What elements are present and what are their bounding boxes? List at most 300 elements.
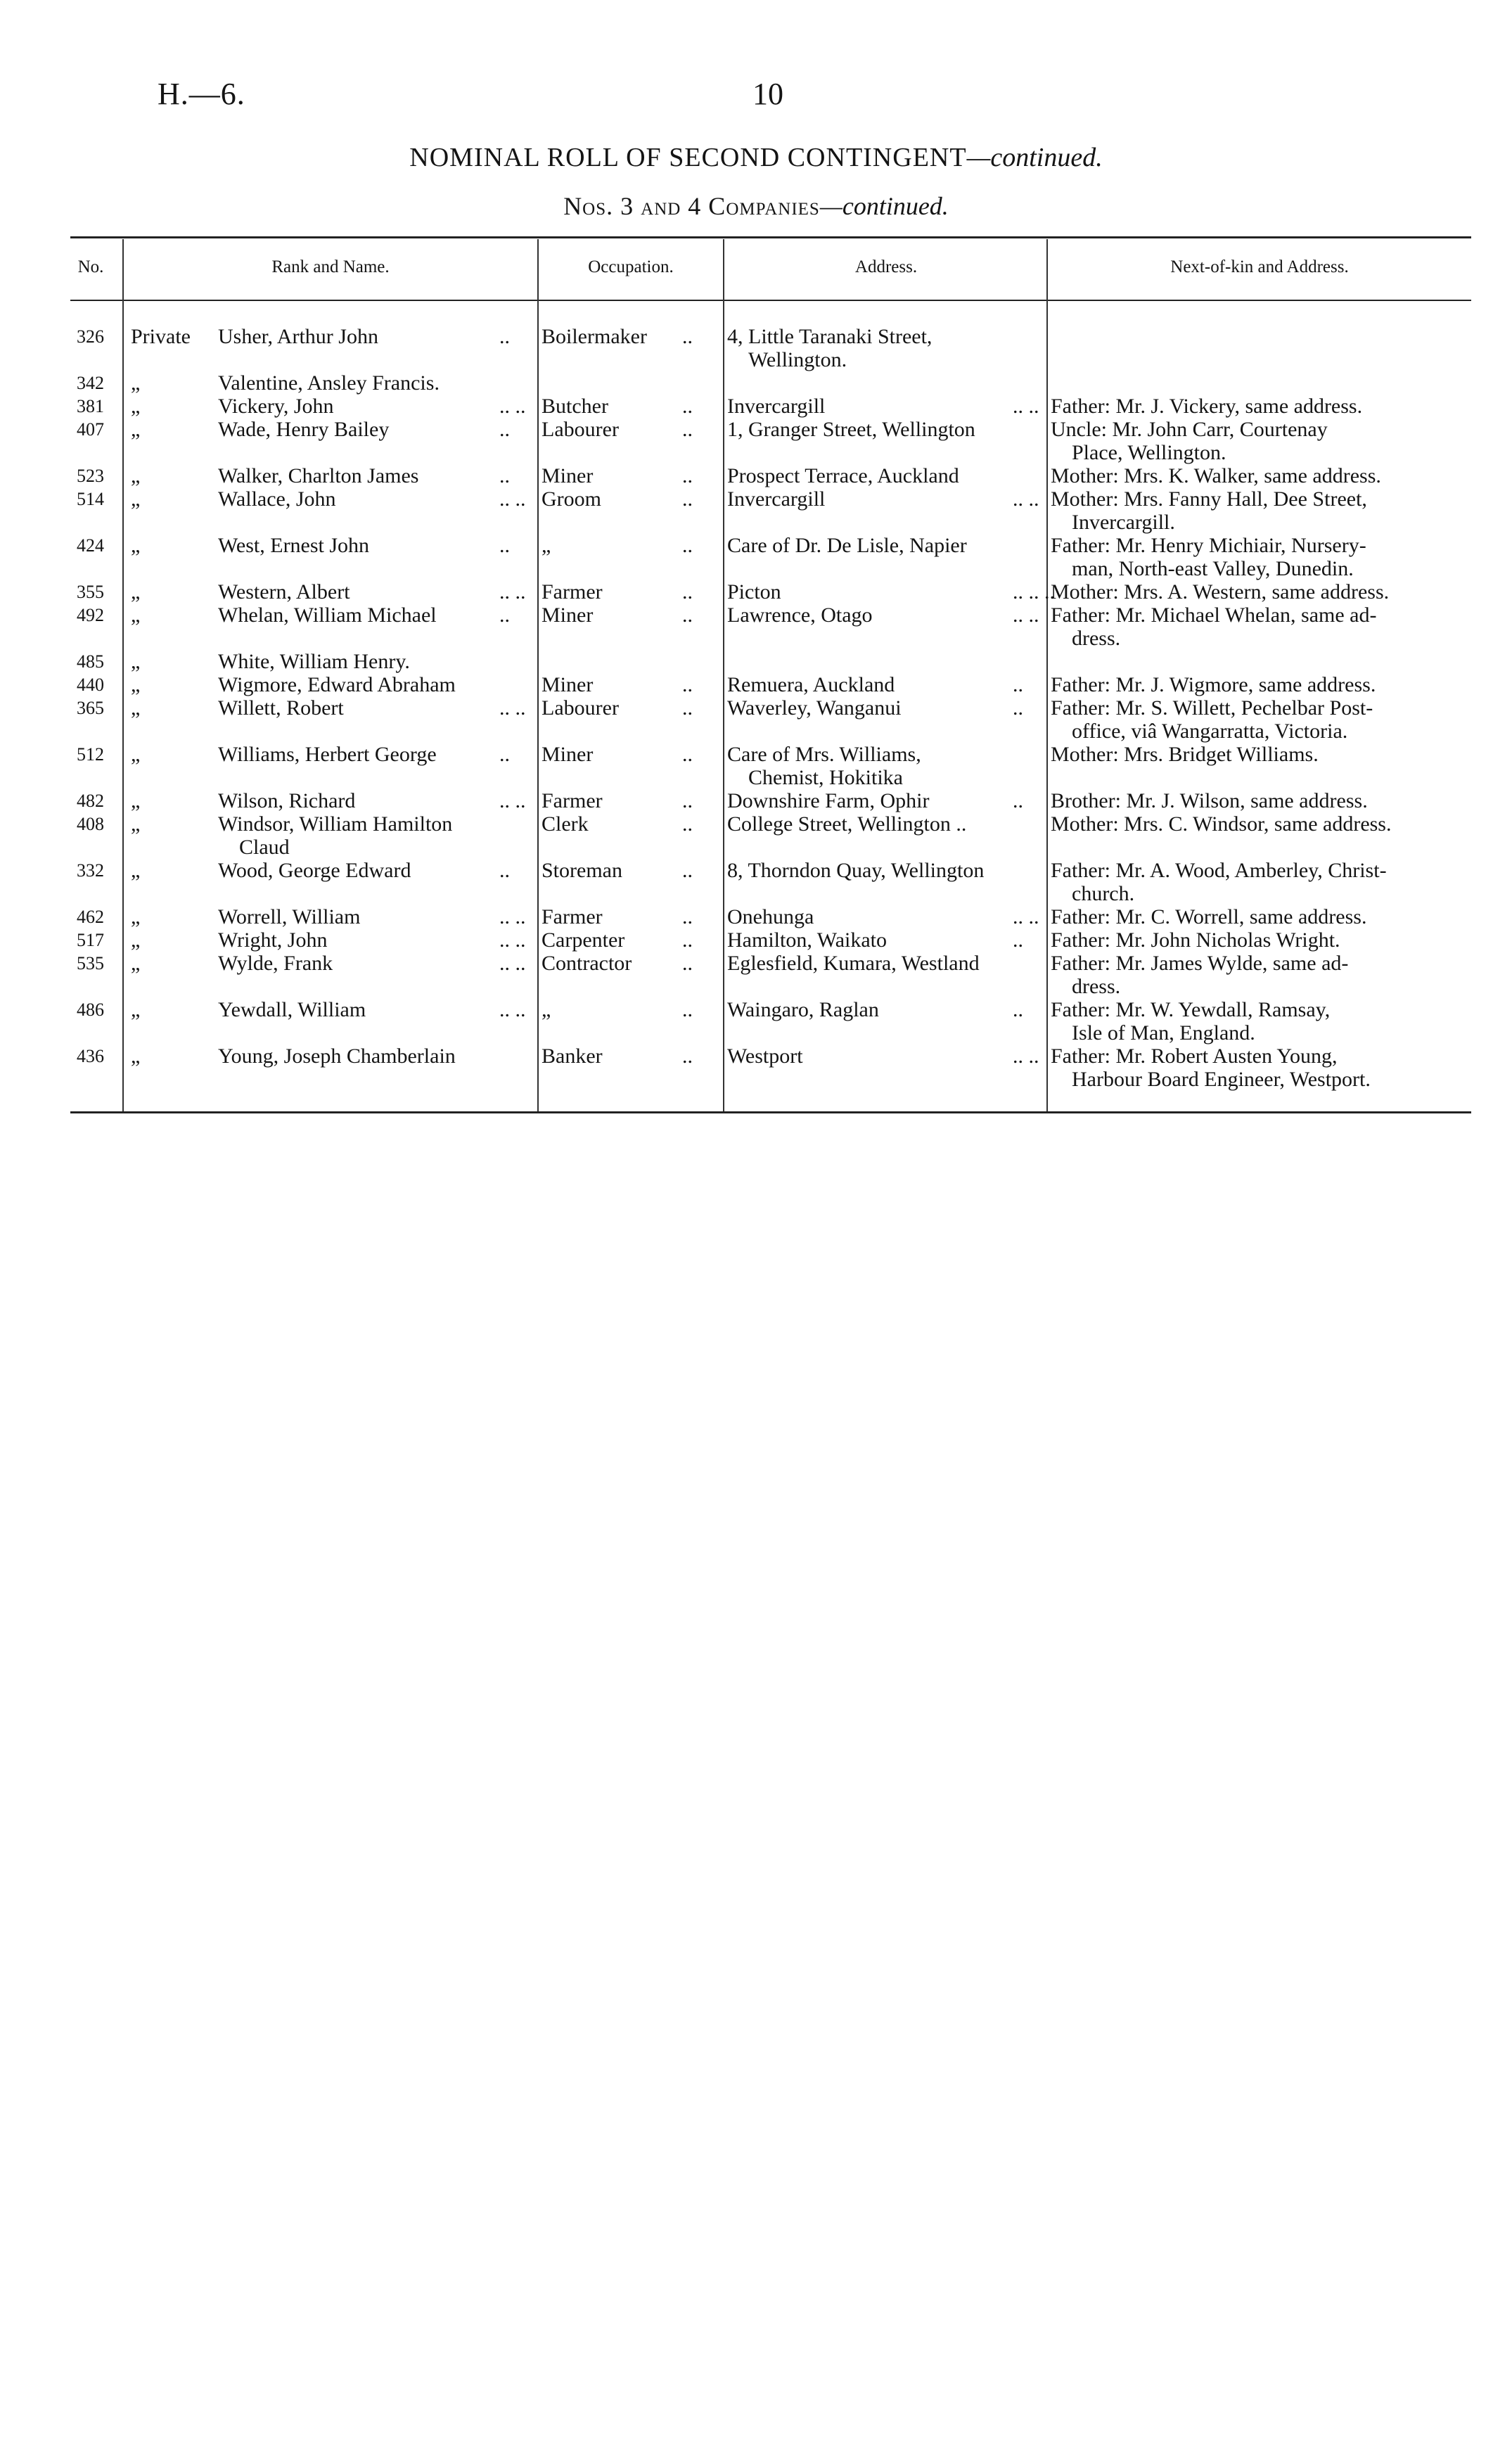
- table-row: [0, 696, 1512, 743]
- row-name-line: Walker, Charlton James: [218, 464, 419, 487]
- page-subtitle: [0, 191, 1512, 221]
- row-rank: [131, 812, 140, 836]
- leader-dots-line: .. ..: [499, 998, 526, 1021]
- row-address: [727, 998, 1037, 1021]
- leader-dots: [1013, 998, 1023, 1021]
- row-rank: [131, 673, 140, 696]
- row-name: [218, 395, 520, 418]
- table-row: [0, 812, 1512, 859]
- row-address-line: Waverley, Wanganui: [727, 696, 902, 720]
- column-header-rank-name: Rank and Name.: [271, 257, 390, 276]
- leader-dots: [499, 534, 510, 557]
- row-next-of-kin: [1051, 603, 1473, 650]
- row-name: [218, 464, 520, 487]
- row-name: [218, 928, 520, 952]
- row-next-of-kin: [1051, 395, 1473, 418]
- row-number: [70, 464, 104, 487]
- column-header-no: No.: [77, 257, 104, 276]
- row-rank-line: „: [131, 696, 141, 720]
- table-row: [0, 418, 1512, 464]
- row-name: [218, 789, 520, 812]
- row-name-line: Wade, Henry Bailey: [218, 418, 390, 441]
- row-rank-line: „: [131, 812, 141, 836]
- row-rank: [131, 325, 191, 348]
- row-next-of-kin-line: Mother: Mrs. Bridget Williams.: [1051, 743, 1319, 766]
- leader-dots: [1013, 1045, 1039, 1068]
- row-number: [70, 812, 104, 836]
- row-address-line: Lawrence, Otago: [727, 603, 873, 627]
- row-name: [218, 998, 520, 1021]
- row-number-line: 485: [77, 651, 104, 672]
- row-address-line: Invercargill: [727, 395, 826, 418]
- leader-dots-line: ..: [682, 928, 693, 952]
- row-next-of-kin-continuation: man, North-east Valley, Dunedin.: [1072, 557, 1354, 580]
- row-number-line: 486: [77, 999, 104, 1020]
- leader-dots: [499, 789, 526, 812]
- row-rank: [131, 534, 140, 557]
- row-next-of-kin-line: Father: Mr. J. Wigmore, same address.: [1051, 673, 1376, 696]
- leader-dots-line: ..: [682, 789, 693, 812]
- leader-dots-line: ..: [682, 418, 693, 441]
- column-header-occupation: Occupation.: [588, 257, 674, 276]
- leader-dots-line: .. .. ..: [1013, 580, 1055, 603]
- row-rank-line: „: [131, 371, 141, 395]
- table-row: [0, 603, 1512, 650]
- row-number: [70, 418, 104, 441]
- row-next-of-kin-continuation: Invercargill.: [1072, 511, 1175, 534]
- leader-dots: [682, 418, 693, 441]
- row-next-of-kin-line: Father: Mr. Henry Michiair, Nursery-: [1051, 534, 1366, 557]
- row-name-line: Yewdall, William: [218, 998, 366, 1021]
- row-number-line: 440: [77, 675, 104, 695]
- row-rank: [131, 789, 140, 812]
- title-main: NOMINAL ROLL OF SECOND CONTINGENT: [409, 143, 967, 172]
- row-occupation-line: Miner: [542, 743, 594, 766]
- leader-dots: [499, 998, 526, 1021]
- row-name: [218, 859, 520, 882]
- row-occupation: [542, 534, 551, 557]
- column-header-address: Address.: [854, 257, 918, 276]
- row-address-line: Eglesfield, Kumara, Westland: [727, 952, 980, 975]
- leader-dots-line: ..: [1013, 928, 1023, 952]
- row-name: [218, 1045, 520, 1068]
- row-address: [727, 487, 1037, 511]
- row-occupation-line: Groom: [542, 487, 601, 511]
- row-next-of-kin-continuation: Isle of Man, England.: [1072, 1021, 1255, 1045]
- row-rank: [131, 859, 140, 882]
- row-occupation: [542, 418, 619, 441]
- row-address: [727, 743, 1037, 789]
- row-rank-line: „: [131, 650, 141, 673]
- leader-dots-line: ..: [499, 325, 510, 348]
- leader-dots-line: ..: [682, 743, 693, 766]
- leader-dots-line: ..: [1013, 673, 1023, 696]
- row-name-line: Wright, John: [218, 928, 328, 952]
- row-name-line: West, Ernest John: [218, 534, 370, 557]
- row-rank-line: „: [131, 487, 141, 511]
- row-address: [727, 673, 1037, 696]
- row-name: [218, 418, 520, 441]
- row-rank: [131, 395, 140, 418]
- row-name: [218, 696, 520, 720]
- leader-dots: [682, 952, 693, 975]
- row-name-line: Williams, Herbert George: [218, 743, 437, 766]
- page-number: 10: [752, 77, 783, 111]
- leader-dots: [682, 998, 693, 1021]
- row-next-of-kin-continuation: Place, Wellington.: [1072, 441, 1226, 464]
- leader-dots-line: .. ..: [499, 905, 526, 928]
- row-occupation: [542, 789, 603, 812]
- row-occupation: [542, 696, 619, 720]
- leader-dots: [682, 859, 693, 882]
- row-name-line: Wylde, Frank: [218, 952, 333, 975]
- column-header-next-of-kin: Next-of-kin and Address.: [1170, 257, 1349, 276]
- leader-dots: [499, 603, 510, 627]
- page-title: [0, 142, 1512, 173]
- row-address: [727, 534, 1037, 557]
- row-next-of-kin-line: Father: Mr. J. Vickery, same address.: [1051, 395, 1363, 418]
- row-next-of-kin: [1051, 789, 1473, 812]
- row-name-line: Valentine, Ansley Francis.: [218, 371, 440, 395]
- row-occupation-line: Farmer: [542, 905, 603, 928]
- row-name-line: Usher, Arthur John: [218, 325, 378, 348]
- row-name-line: Windsor, William Hamilton: [218, 812, 453, 836]
- row-name-line: Wigmore, Edward Abraham: [218, 673, 456, 696]
- row-occupation-line: Farmer: [542, 789, 603, 812]
- row-occupation: [542, 487, 601, 511]
- row-number-line: 492: [77, 605, 104, 625]
- table-row: [0, 1045, 1512, 1091]
- row-number: [70, 325, 104, 348]
- row-address: [727, 418, 1037, 441]
- row-address-line: 8, Thorndon Quay, Wellington: [727, 859, 985, 882]
- leader-dots: [682, 789, 693, 812]
- row-next-of-kin: [1051, 487, 1473, 534]
- row-number: [70, 395, 104, 418]
- row-occupation-line: Clerk: [542, 812, 589, 836]
- row-number-line: 408: [77, 814, 104, 834]
- row-name-line: Vickery, John: [218, 395, 334, 418]
- table-row: [0, 743, 1512, 789]
- leader-dots-line: ..: [682, 905, 693, 928]
- row-address: [727, 952, 1037, 975]
- row-next-of-kin-line: Father: Mr. Michael Whelan, same ad-: [1051, 603, 1377, 627]
- row-occupation-line: Storeman: [542, 859, 622, 882]
- row-address: [727, 1045, 1037, 1068]
- leader-dots: [682, 325, 693, 348]
- row-number-line: 535: [77, 953, 104, 973]
- row-rank: [131, 696, 140, 720]
- leader-dots: [1013, 395, 1039, 418]
- row-number: [70, 789, 104, 812]
- row-rank: [131, 603, 140, 627]
- row-address-line: Care of Mrs. Williams,: [727, 743, 921, 766]
- leader-dots: [499, 743, 510, 766]
- row-occupation-line: Banker: [542, 1045, 603, 1068]
- row-rank-line: „: [131, 952, 141, 975]
- leader-dots-line: .. ..: [499, 789, 526, 812]
- row-name-line: Willett, Robert: [218, 696, 344, 720]
- leader-dots: [499, 696, 526, 720]
- leader-dots-line: .. ..: [499, 395, 526, 418]
- row-rank-line: „: [131, 418, 141, 441]
- row-address-line: Hamilton, Waikato: [727, 928, 887, 952]
- row-number-line: 436: [77, 1046, 104, 1066]
- row-name-line: Wood, George Edward: [218, 859, 411, 882]
- row-occupation-line: Farmer: [542, 580, 603, 603]
- leader-dots: [1013, 603, 1039, 627]
- row-next-of-kin-line: Father: Mr. W. Yewdall, Ramsay,: [1051, 998, 1331, 1021]
- row-address-line: Picton: [727, 580, 781, 603]
- row-number: [70, 952, 104, 975]
- row-address-line: 1, Granger Street, Wellington: [727, 418, 975, 441]
- row-rank: [131, 743, 140, 766]
- leader-dots: [499, 928, 526, 952]
- row-next-of-kin-line: Father: Mr. C. Worrell, same address.: [1051, 905, 1367, 928]
- row-number-line: 326: [77, 326, 104, 347]
- row-address: [727, 789, 1037, 812]
- row-number-line: 462: [77, 907, 104, 927]
- row-occupation-line: Labourer: [542, 696, 619, 720]
- leader-dots: [1013, 580, 1055, 603]
- row-rank: [131, 998, 140, 1021]
- row-number: [70, 743, 104, 766]
- row-next-of-kin-line: Father: Mr. Robert Austen Young,: [1051, 1045, 1338, 1068]
- row-number: [70, 998, 104, 1021]
- row-name: [218, 952, 520, 975]
- row-address: [727, 464, 1037, 487]
- row-address-line: Invercargill: [727, 487, 826, 511]
- leader-dots-line: ..: [499, 418, 510, 441]
- leader-dots-line: ..: [682, 673, 693, 696]
- row-address-line: Prospect Terrace, Auckland: [727, 464, 959, 487]
- row-number-line: 332: [77, 860, 104, 881]
- row-next-of-kin-line: Father: Mr. John Nicholas Wright.: [1051, 928, 1340, 952]
- leader-dots-line: .. ..: [499, 696, 526, 720]
- leader-dots-line: ..: [682, 487, 693, 511]
- leader-dots-line: ..: [1013, 998, 1023, 1021]
- leader-dots: [499, 395, 526, 418]
- row-next-of-kin: [1051, 928, 1473, 952]
- row-rank-line: „: [131, 859, 141, 882]
- leader-dots: [682, 696, 693, 720]
- leader-dots-line: ..: [682, 812, 693, 836]
- row-occupation: [542, 464, 593, 487]
- row-number: [70, 487, 104, 511]
- row-rank-line: „: [131, 998, 141, 1021]
- row-next-of-kin: [1051, 1045, 1473, 1091]
- row-name: [218, 673, 520, 696]
- row-number: [70, 603, 104, 627]
- row-name: [218, 580, 520, 603]
- row-next-of-kin-line: Mother: Mrs. C. Windsor, same address.: [1051, 812, 1392, 836]
- leader-dots: [499, 580, 526, 603]
- leader-dots-line: ..: [682, 998, 693, 1021]
- row-rank: [131, 464, 140, 487]
- row-address-line: Westport: [727, 1045, 803, 1068]
- leader-dots: [682, 603, 693, 627]
- leader-dots-line: ..: [682, 395, 693, 418]
- row-address: [727, 395, 1037, 418]
- row-address-line: Care of Dr. De Lisle, Napier: [727, 534, 967, 557]
- leader-dots-line: ..: [682, 464, 693, 487]
- row-rank: [131, 580, 140, 603]
- row-name: [218, 325, 520, 348]
- leader-dots: [682, 812, 693, 836]
- leader-dots-line: ..: [682, 696, 693, 720]
- leader-dots: [499, 859, 510, 882]
- row-number-line: 482: [77, 791, 104, 811]
- leader-dots-line: ..: [1013, 789, 1023, 812]
- row-occupation: [542, 952, 632, 975]
- row-rank-line: „: [131, 743, 141, 766]
- row-next-of-kin-continuation: Harbour Board Engineer, Westport.: [1072, 1068, 1371, 1091]
- row-address-continuation: Wellington.: [748, 348, 847, 371]
- row-next-of-kin-line: Mother: Mrs. K. Walker, same address.: [1051, 464, 1381, 487]
- leader-dots: [682, 743, 693, 766]
- row-address-continuation: Chemist, Hokitika: [748, 766, 903, 789]
- leader-dots: [1013, 696, 1023, 720]
- leader-dots-line: ..: [682, 534, 693, 557]
- row-address-line: Onehunga: [727, 905, 814, 928]
- table-row: [0, 487, 1512, 534]
- row-occupation: [542, 603, 593, 627]
- row-number: [70, 905, 104, 928]
- row-name-continuation: Claud: [239, 836, 290, 859]
- row-number-line: 365: [77, 698, 104, 718]
- leader-dots: [1013, 487, 1039, 511]
- row-next-of-kin-continuation: office, viâ Wangarratta, Victoria.: [1072, 720, 1348, 743]
- leader-dots: [499, 464, 510, 487]
- row-name: [218, 650, 520, 673]
- leader-dots-line: ..: [682, 952, 693, 975]
- row-occupation-line: Miner: [542, 673, 594, 696]
- row-rank-line: „: [131, 580, 141, 603]
- row-occupation-line: Butcher: [542, 395, 608, 418]
- row-occupation-line: Labourer: [542, 418, 619, 441]
- leader-dots-line: .. ..: [499, 952, 526, 975]
- row-number: [70, 928, 104, 952]
- row-rank-line: „: [131, 928, 141, 952]
- row-address: [727, 859, 1037, 882]
- row-name: [218, 743, 520, 766]
- page-reference: H.—6.: [158, 77, 245, 111]
- row-rank-line: Private: [131, 325, 191, 348]
- row-occupation-line: Carpenter: [542, 928, 625, 952]
- subtitle-continued: —continued.: [819, 192, 949, 220]
- leader-dots-line: ..: [499, 464, 510, 487]
- row-name-line: White, William Henry.: [218, 650, 410, 673]
- row-next-of-kin-line: Mother: Mrs. A. Western, same address.: [1051, 580, 1390, 603]
- row-occupation: [542, 905, 603, 928]
- row-next-of-kin-line: Father: Mr. A. Wood, Amberley, Christ-: [1051, 859, 1387, 882]
- row-next-of-kin: [1051, 905, 1473, 928]
- leader-dots: [682, 395, 693, 418]
- row-next-of-kin-continuation: dress.: [1072, 975, 1121, 998]
- leader-dots: [682, 905, 693, 928]
- row-occupation-line: Miner: [542, 603, 594, 627]
- row-number: [70, 696, 104, 720]
- leader-dots: [682, 1045, 693, 1068]
- table-row: [0, 998, 1512, 1045]
- row-address-line: Waingaro, Raglan: [727, 998, 879, 1021]
- row-number-line: 342: [77, 373, 104, 393]
- leader-dots-line: ..: [499, 859, 510, 882]
- row-name-line: Wilson, Richard: [218, 789, 356, 812]
- row-next-of-kin: [1051, 952, 1473, 998]
- row-rank-line: „: [131, 395, 141, 418]
- row-name-line: Young, Joseph Chamberlain: [218, 1045, 456, 1068]
- row-rank-line: „: [131, 464, 141, 487]
- row-name: [218, 534, 520, 557]
- leader-dots: [682, 464, 693, 487]
- row-number: [70, 371, 104, 395]
- row-rank-line: „: [131, 673, 141, 696]
- row-rank: [131, 905, 140, 928]
- leader-dots-line: .. ..: [1013, 395, 1039, 418]
- leader-dots-line: ..: [499, 534, 510, 557]
- row-number-line: 381: [77, 396, 104, 416]
- leader-dots: [499, 325, 510, 348]
- row-next-of-kin: [1051, 464, 1473, 487]
- row-number-line: 514: [77, 489, 104, 509]
- row-number: [70, 1045, 104, 1068]
- row-address-line: Remuera, Auckland: [727, 673, 895, 696]
- row-next-of-kin: [1051, 743, 1473, 766]
- row-rank-line: „: [131, 1045, 141, 1068]
- leader-dots-line: .. ..: [499, 580, 526, 603]
- leader-dots-line: .. ..: [1013, 603, 1039, 627]
- row-address-line: College Street, Wellington ..: [727, 812, 967, 836]
- leader-dots-line: .. ..: [1013, 905, 1039, 928]
- leader-dots: [682, 673, 693, 696]
- row-number: [70, 534, 104, 557]
- row-number: [70, 673, 104, 696]
- row-address-line: 4, Little Taranaki Street,: [727, 325, 933, 348]
- row-next-of-kin: [1051, 812, 1473, 836]
- row-next-of-kin-line: Brother: Mr. J. Wilson, same address.: [1051, 789, 1368, 812]
- table-bottom-rule: [70, 1111, 1471, 1113]
- leader-dots-line: ..: [682, 580, 693, 603]
- row-occupation: [542, 812, 589, 836]
- row-address: [727, 812, 1037, 836]
- table-row: [0, 859, 1512, 905]
- row-rank: [131, 371, 140, 395]
- row-occupation: [542, 1045, 603, 1068]
- row-name-line: Whelan, William Michael: [218, 603, 437, 627]
- row-next-of-kin-line: Father: Mr. James Wylde, same ad-: [1051, 952, 1349, 975]
- row-number-line: 517: [77, 930, 104, 950]
- row-rank: [131, 487, 140, 511]
- row-address: [727, 905, 1037, 928]
- row-occupation: [542, 928, 624, 952]
- row-rank: [131, 1045, 140, 1068]
- leader-dots: [682, 928, 693, 952]
- row-name: [218, 487, 520, 511]
- subtitle-main: Nos. 3 and 4 Companies: [563, 192, 820, 220]
- row-next-of-kin: [1051, 580, 1473, 603]
- row-occupation-line: Miner: [542, 464, 594, 487]
- row-next-of-kin: [1051, 696, 1473, 743]
- leader-dots-line: ..: [499, 603, 510, 627]
- row-address: [727, 603, 1037, 627]
- row-next-of-kin: [1051, 998, 1473, 1045]
- row-name: [218, 905, 520, 928]
- leader-dots-line: .. ..: [499, 487, 526, 511]
- leader-dots: [682, 580, 693, 603]
- row-rank: [131, 928, 140, 952]
- row-number: [70, 580, 104, 603]
